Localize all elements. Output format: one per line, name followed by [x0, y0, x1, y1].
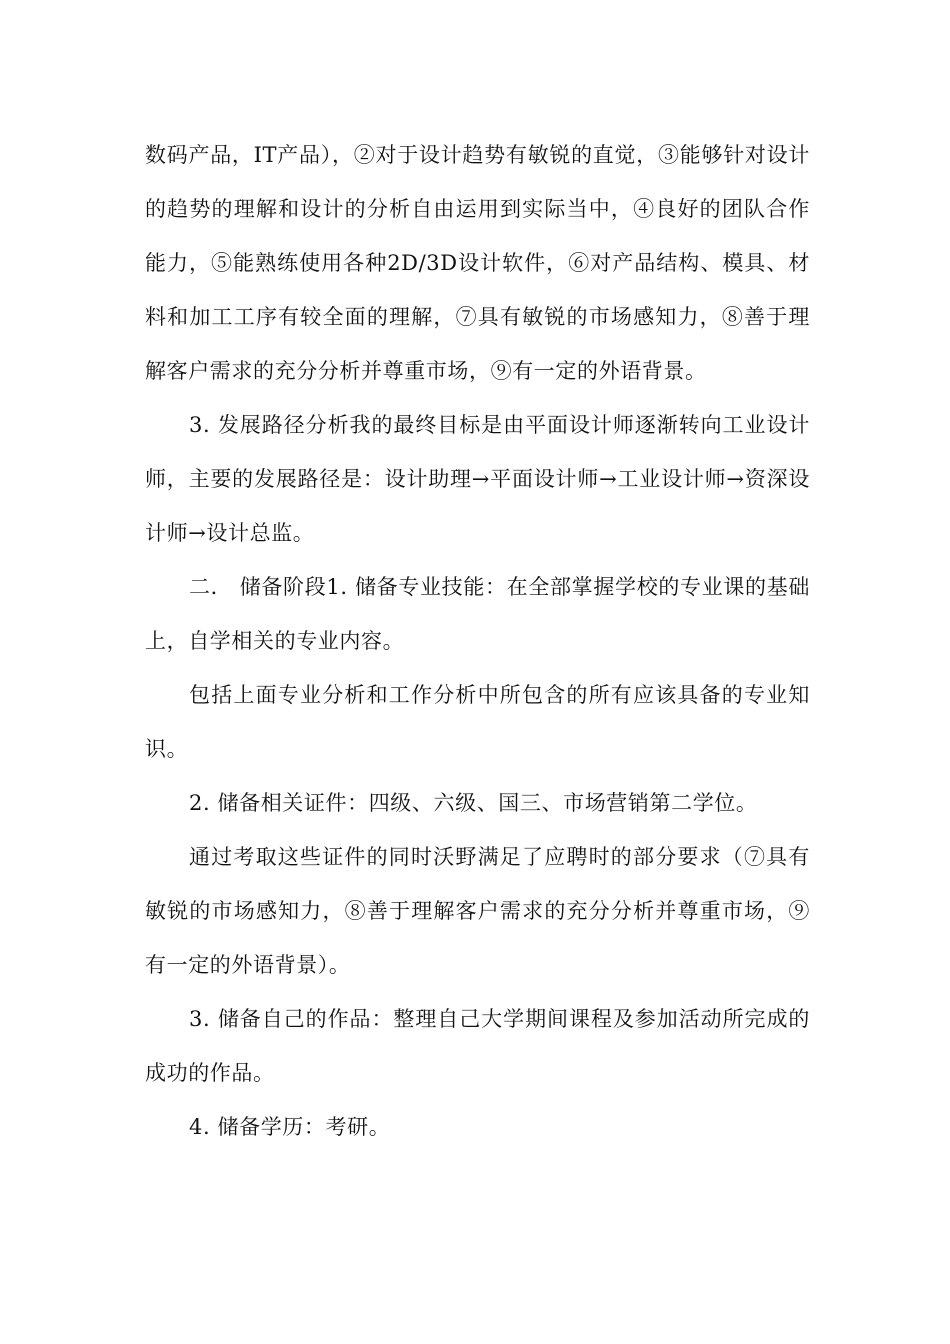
paragraph-certificates: 2. 储备相关证件：四级、六级、国三、市场营销第二学位。: [189, 791, 758, 815]
paragraph-reserve-skills: 二． 储备阶段1. 储备专业技能：在全部掌握学校的专业课的基础上，自学相关的专业内容。: [145, 575, 810, 653]
paragraph-development-path: 3. 发展路径分析我的最终目标是由平面设计师逐渐转向工业设计师，主要的发展路径是：设计助理→平面设计师→工业设计师→资深设计师→设计总监。: [145, 413, 810, 545]
paragraph-education: 4. 储备学历：考研。: [189, 1115, 391, 1139]
paragraph-certificate-benefits: 通过考取这些证件的同时沃野满足了应聘时的部分要求（⑦具有敏锐的市场感知力，⑧善于理解客户需求的充分分析并尊重市场，⑨有一定的外语背景）。: [145, 845, 810, 977]
paragraph-skills-continued: 数码产品，IT产品），②对于设计趋势有敏锐的直觉，③能够针对设计的趋势的理解和设计的分析自由运用到实际当中，④良好的团队合作能力，⑤能熟练使用各种2D/3D设计软件，⑥对产品结构、模具、材料和加工工序有较全面的理解，⑦具有敏锐的市场感知力，⑧善于理解客户需求的充分分析并尊重市场，⑨有一定的外语背景。: [145, 143, 810, 383]
paragraph-professional-knowledge: 包括上面专业分析和工作分析中所包含的所有应该具备的专业知识。: [145, 683, 810, 761]
document-body: [145, 128, 810, 1154]
paragraph-portfolio: 3. 储备自己的作品：整理自己大学期间课程及参加活动所完成的成功的作品。: [145, 1007, 810, 1085]
